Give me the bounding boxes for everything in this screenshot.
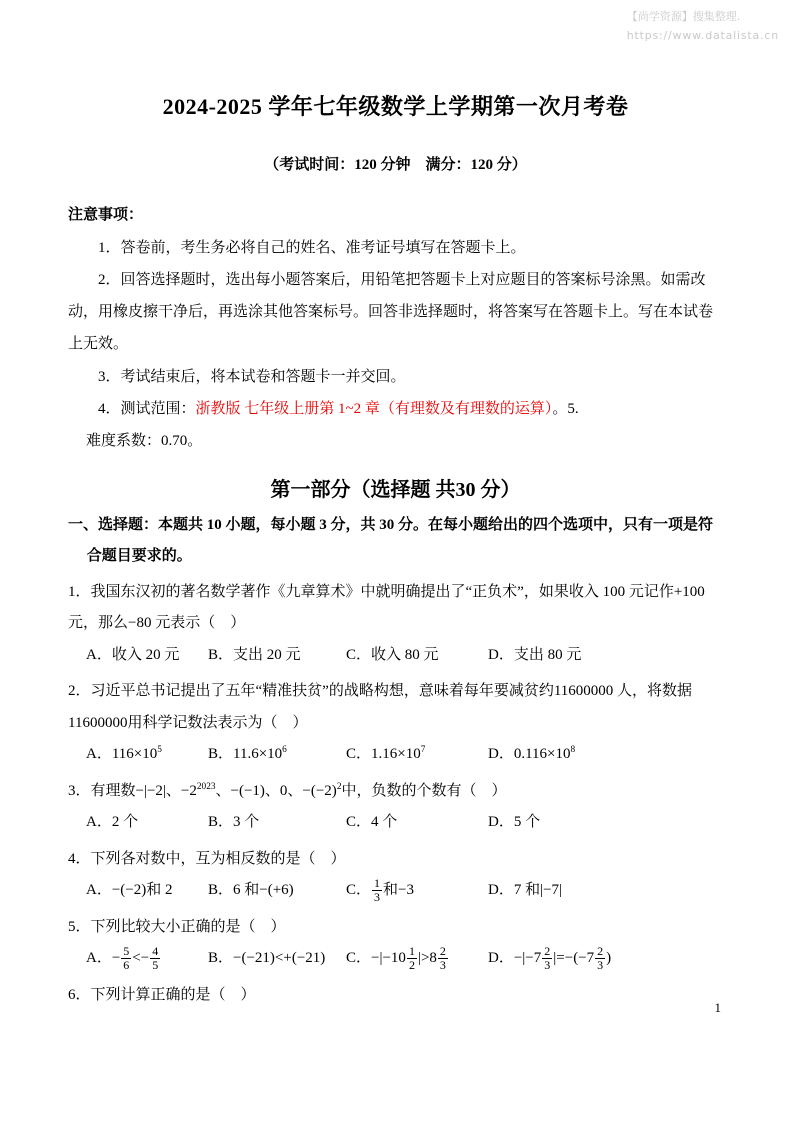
question-6-stem: 6．下列计算正确的是（ ） — [68, 986, 256, 1003]
question-1-options — [68, 640, 723, 672]
section-1-heading: 第一部分（选择题 共30 分） — [270, 479, 521, 502]
question-4-options — [68, 875, 723, 907]
notice-item-1: 1．答卷前，考生务必将自己的姓名、准考证号填写在答题卡上。 — [98, 239, 526, 256]
question-1 — [68, 577, 723, 672]
question-1-option-d: D．支出 80 元 — [488, 646, 582, 663]
question-1-option-c: C．收入 80 元 — [346, 646, 439, 663]
question-5-option-a: A．− $\frac{5}{6}$ <− $\frac{4}{5}$ — [86, 943, 159, 973]
question-6 — [68, 980, 723, 1012]
page-number: 1 — [714, 1000, 721, 1015]
question-2-option-d: D．$0.116\times 10^8$ — [488, 745, 576, 763]
notice-heading: 注意事项： — [68, 207, 144, 223]
question-4-stem: 4．下列各对数中，互为相反数的是（ ） — [68, 850, 346, 867]
notice-item-5-difficulty: 难度系数：0.70。 — [86, 433, 203, 449]
question-5-option-d: D．−|−7 $\frac{2}{3}$ |=−(−7 $\frac{2}{3}$ ) — [488, 943, 612, 973]
question-2-options — [68, 739, 723, 771]
question-2-stem: 2．习近平总书记提出了五年“精准扶贫”的战略构想，意味着每年要减贫约11600000 人，将数据11600000用科学记数法表示为（ ） — [68, 683, 693, 731]
question-5-option-c: C．−|−10 $\frac{1}{2}$ |>8 $\frac{2}{3}$ — [346, 943, 446, 973]
question-5-options — [68, 943, 723, 975]
question-2-option-c: C．$1.16\times 10^7$ — [346, 745, 426, 763]
watermark-url-text: https://www.datalista.cn — [626, 28, 779, 42]
question-4-option-d: D．7 和|−7| — [488, 882, 563, 899]
question-4-option-c: C． $\frac{1}{3}$ 和−3 — [346, 875, 414, 905]
question-4-option-b: B．6 和−(+6) — [208, 882, 294, 899]
question-3-option-d: D．5 个 — [488, 814, 541, 831]
section-1-intro: 一、选择题：本题共 10 小题，每小题 3 分，共 30 分。在每小题给出的四个选项中，只有一项是符合题目要求的。 — [68, 517, 714, 564]
question-3-option-b: B．3 个 — [208, 814, 260, 831]
notice-item-4-test-scope: 浙教版 七年级上册第 1~2 章（有理数及有理数的运算） — [195, 400, 553, 417]
question-5-stem: 5．下列比较大小正确的是（ ） — [68, 918, 286, 935]
notice-item-2: 2．回答选择题时，选出每小题答案后，用铅笔把答题卡上对应题目的答案标号涂黑。如需改动，用橡皮擦干净后，再选涂其他答案标号。回答非选择题时，将答案写在答题卡上。写在本试卷上无效。 — [68, 271, 714, 353]
notice-item-4-prefix: 4．测试范围： — [98, 400, 196, 417]
notice-item-4-suffix: 。5. — [552, 400, 579, 417]
question-2-option-b: B．$11.6\times 10^6$ — [208, 745, 287, 763]
question-1-option-a: A．收入 20 元 — [86, 646, 180, 663]
notice-item-4 — [68, 393, 723, 425]
question-3-options — [68, 807, 723, 839]
notice-section — [68, 200, 723, 457]
question-1-option-b: B．支出 20 元 — [208, 646, 301, 663]
page-title: 2024-2025 学年七年级数学上学期第一次月考卷 — [162, 94, 629, 119]
question-2 — [68, 676, 723, 771]
watermark — [627, 8, 779, 45]
notice-item-3: 3．考试结束后，将本试卷和答题卡一并交回。 — [98, 368, 406, 385]
watermark-source-text: 【尚学资源】搜集整理. — [626, 10, 741, 23]
question-3 — [68, 776, 723, 839]
question-1-stem: 1．我国东汉初的著名数学著作《九章算术》中就明确提出了“正负术”，如果收入 100 元记作+100 元，那么−80 元表示（ ） — [68, 583, 705, 632]
question-2-option-a: A．$116\times 10^5$ — [86, 745, 162, 763]
question-3-option-c: C．4 个 — [346, 814, 398, 831]
question-4-option-a: A．−(−2)和 2 — [86, 882, 173, 899]
question-4 — [68, 844, 723, 907]
question-3-stem: 3．有理数−|−2|、$-2^{2023}$、−(−1)、0、$-(-2)^2$中，负数的个数有（ ） — [68, 781, 507, 799]
exam-time-score-info: （考试时间：120 分钟 满分：120 分） — [264, 157, 527, 173]
question-5-option-b: B．−(−21)<+(−21) — [208, 950, 326, 967]
question-5 — [68, 912, 723, 975]
question-3-option-a: A．2 个 — [86, 814, 139, 831]
